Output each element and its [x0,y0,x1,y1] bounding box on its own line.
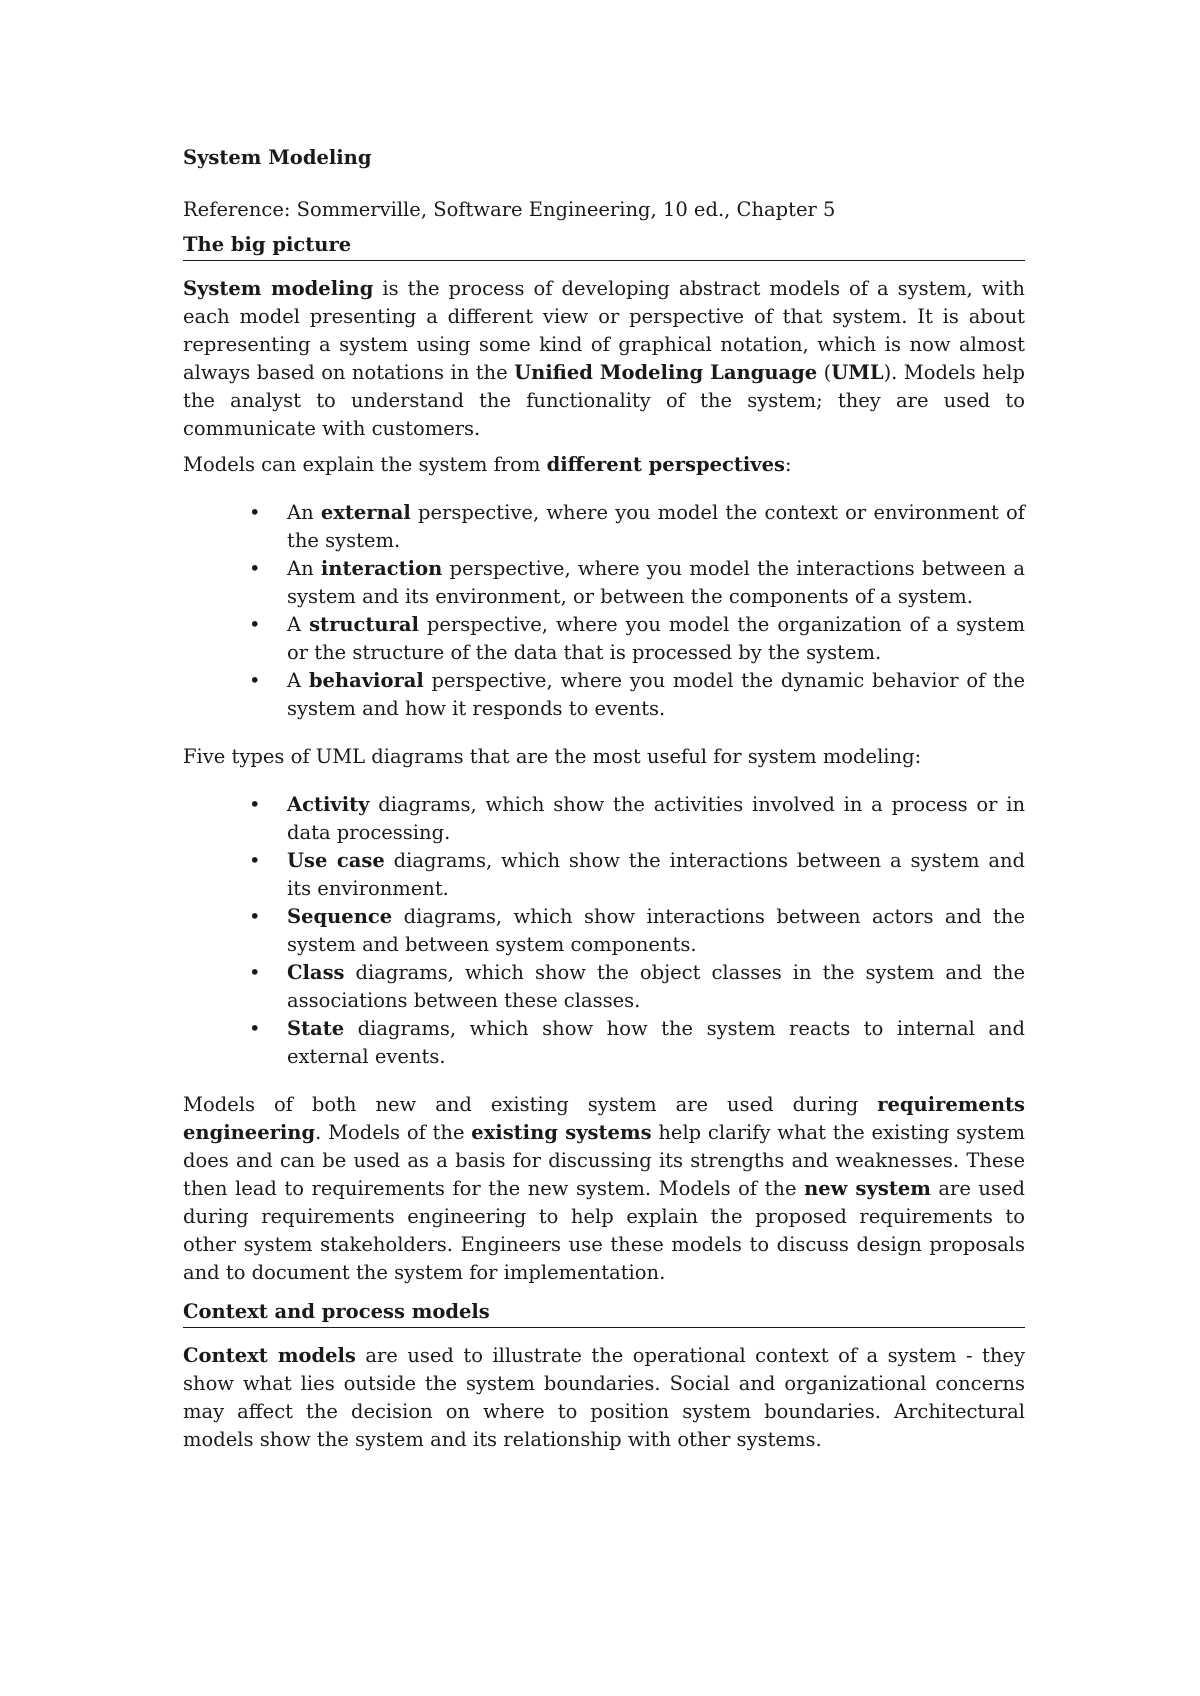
paragraph-context-models: Context models are used to illustrate the operational context of a system - they show what lies outside the system boundaries. Social and organizational concerns may affect the decision on where to position system boundaries. Architectural models show the system and its relationship with other systems. [183,1344,1025,1451]
paragraph-requirements-engineering: Models of both new and existing system are used during requirements engineering. Models of the existing systems help clarify what the existing system does and can be used as a basis for discussing its strengths and weaknesses. These then lead to requirements for the new system. Models of the new system are used during requirements engineering to help explain the proposed requirements to other system stakeholders. Engineers use these models to discuss design proposals and to document the system for implementation. [183,1093,1026,1284]
section-heading-context-models: Context and process models [183,1299,1025,1328]
bullet-icon: • [249,613,261,636]
list-item: • Use case diagrams, which show the interactions between a system and its environment. [249,849,1025,900]
term-requirements-engineering: requirements engineering [183,1093,1025,1144]
term-different-perspectives: different perspectives [546,453,786,476]
bullet-icon: • [249,669,261,692]
paragraph-uml-diagrams-intro: Five types of UML diagrams that are the most useful for system modeling: [183,745,922,768]
term-system-modeling: System modeling [183,277,374,300]
list-item: • State diagrams, which show how the system reacts to internal and external events. [249,1017,1025,1068]
perspectives-list [183,499,1025,723]
bullet-icon: • [249,793,261,816]
list-item: • Class diagrams, which show the object classes in the system and the associations between these classes. [249,961,1025,1012]
paragraph-system-modeling: System modeling is the process of developing abstract models of a system, with each model presenting a different view or perspective of that system. It is about representing a system using some kind of graphical notation, which is now almost always based on notations in the Unified Modeling Language (UML). Models help the analyst to understand the functionality of the system; they are used to communicate with customers. [183,277,1026,440]
list-item: • A structural perspective, where you model the organization of a system or the structure of the data that is processed by the system. [249,613,1025,664]
term-uml: UML [831,361,884,384]
bullet-icon: • [249,961,261,984]
bullet-icon: • [249,1017,261,1040]
document-title: System Modeling [183,146,372,169]
bullet-icon: • [249,557,261,580]
term-existing-systems: existing systems [471,1121,652,1144]
bullet-icon: • [249,501,261,524]
document-page [183,144,1025,1462]
bullet-icon: • [249,905,261,928]
bullet-icon: • [249,849,261,872]
list-item: • Sequence diagrams, which show interactions between actors and the system and between system components. [249,905,1025,956]
list-item: • An interaction perspective, where you model the interactions between a system and its environment, or between the components of a system. [249,557,1025,608]
section-heading-big-picture: The big picture [183,232,1025,261]
term-uml-full: Unified Modeling Language [514,361,818,384]
paragraph-perspectives-intro: Models can explain the system from different perspectives: [183,453,792,476]
list-item: • An external perspective, where you model the context or environment of the system. [249,501,1026,552]
uml-diagrams-list [183,791,1025,1071]
list-item: • Activity diagrams, which show the activities involved in a process or in data processing. [249,793,1025,844]
term-new-system: new system [804,1177,931,1200]
list-item: • A behavioral perspective, where you model the dynamic behavior of the system and how it responds to events. [249,669,1025,720]
reference-line: Reference: Sommerville, Software Engineering, 10 ed., Chapter 5 [183,198,836,221]
term-context-models: Context models [183,1344,356,1367]
